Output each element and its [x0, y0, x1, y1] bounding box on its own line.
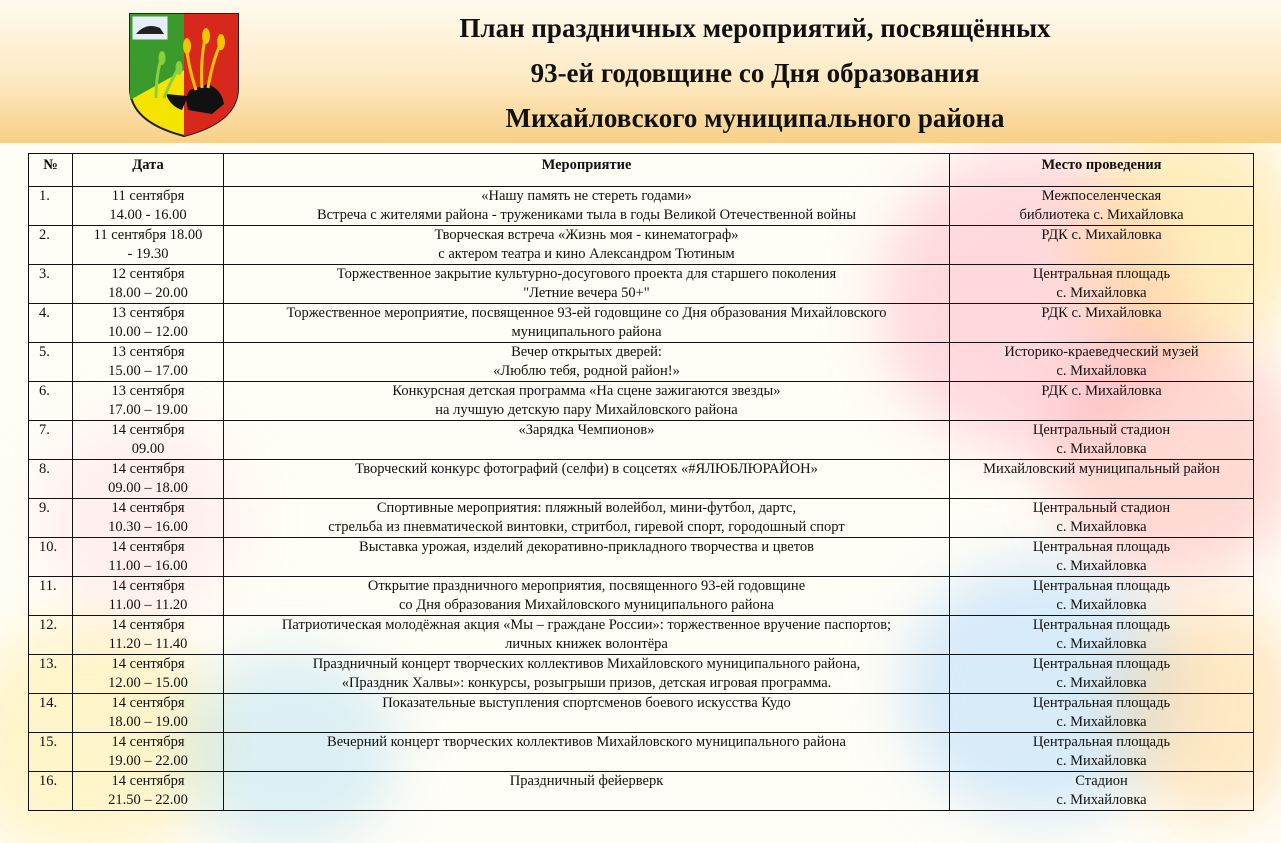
cell-date-line: 11.00 – 16.00 [108, 558, 188, 574]
cell-num: 8. [29, 460, 73, 499]
cell-place [950, 187, 1254, 226]
cell-place-line: Центральная площадь [1032, 617, 1171, 633]
cell-num: 1. [29, 187, 73, 226]
cell-num: 3. [29, 265, 73, 304]
cell-place-line: Стадион [1075, 773, 1128, 789]
cell-event [224, 655, 950, 694]
cell-date-line: 18.00 – 20.00 [108, 285, 188, 301]
cell-num: 2. [29, 226, 73, 265]
cell-place-line: Историко-краеведческий музей [1004, 344, 1199, 360]
cell-date [73, 304, 224, 343]
cell-num: 15. [29, 733, 73, 772]
table-row [29, 733, 1254, 772]
cell-event [224, 577, 950, 616]
cell-place-line: РДК с. Михайловка [1041, 383, 1162, 399]
cell-date [73, 616, 224, 655]
cell-num: 4. [29, 304, 73, 343]
cell-event-line: стрельба из пневматической винтовки, стритбол, гиревой спорт, городошный спорт [328, 519, 845, 535]
cell-date [73, 226, 224, 265]
cell-place-line: с. Михайловка [1056, 597, 1147, 613]
cell-place-line: с. Михайловка [1056, 285, 1147, 301]
cell-event-line: «Праздник Халвы»: конкурсы, розыгрыши призов, детская игровая программа. [341, 675, 832, 691]
cell-place-line: с. Михайловка [1056, 519, 1147, 535]
table-row [29, 577, 1254, 616]
cell-event-line: Праздничный концерт творческих коллективов Михайловского муниципального района, [312, 656, 861, 672]
cell-event-line: Творческий конкурс фотографий (селфи) в соцсетях «#ЯЛЮБЛЮРАЙОН» [355, 461, 818, 477]
cell-date [73, 265, 224, 304]
cell-place-line: Центральная площадь [1032, 695, 1171, 711]
table-row [29, 655, 1254, 694]
cell-event [224, 265, 950, 304]
table-row [29, 226, 1254, 265]
cell-event-line: Встреча с жителями района - тружениками тыла в годы Великой Отечественной войны [317, 207, 856, 223]
cell-date [73, 577, 224, 616]
cell-event [224, 187, 950, 226]
cell-place-line: Центральный стадион [1032, 422, 1171, 438]
cell-event-line: Творческая встреча «Жизнь моя - кинематограф» [434, 227, 739, 243]
title-line-1: План праздничных мероприятий, посвящённых [459, 13, 1051, 43]
cell-place-line: Центральная площадь [1032, 656, 1171, 672]
cell-place-line: РДК с. Михайловка [1041, 305, 1162, 321]
table-row [29, 460, 1254, 499]
cell-date [73, 499, 224, 538]
cell-date-line: 11.20 – 11.40 [108, 636, 188, 652]
cell-date-line: 14 сентября [111, 695, 185, 711]
cell-num: 16. [29, 772, 73, 811]
cell-event-line: личных книжек волонтёра [505, 636, 668, 652]
cell-place-line: РДК с. Михайловка [1041, 227, 1162, 243]
table-row [29, 187, 1254, 226]
cell-event-line: Вечерний концерт творческих коллективов Михайловского муниципального района [327, 734, 846, 750]
cell-date-line: 19.00 – 22.00 [108, 753, 188, 769]
header-place: Место проведения [950, 154, 1254, 187]
cell-date-line: 14.00 - 16.00 [109, 207, 187, 223]
cell-date [73, 460, 224, 499]
cell-place-line: с. Михайловка [1056, 441, 1147, 457]
cell-date [73, 694, 224, 733]
cell-event [224, 772, 950, 811]
cell-place [950, 616, 1254, 655]
cell-date-line: 12.00 – 15.00 [108, 675, 188, 691]
header-num: № [29, 154, 73, 187]
cell-place-line: Михайловский муниципальный район [983, 461, 1220, 477]
cell-num: 12. [29, 616, 73, 655]
cell-place-line: Межпоселенческая [1041, 188, 1162, 204]
header-event: Мероприятие [224, 154, 950, 187]
cell-event-line: на лучшую детскую пару Михайловского района [435, 402, 738, 418]
cell-event [224, 304, 950, 343]
cell-event [224, 733, 950, 772]
table-row [29, 304, 1254, 343]
title-line-3: Михайловского муниципального района [505, 103, 1005, 133]
cell-num: 10. [29, 538, 73, 577]
cell-event-line: Праздничный фейерверк [509, 773, 664, 789]
cell-event [224, 499, 950, 538]
cell-date-line: 18.00 – 19.00 [108, 714, 188, 730]
header-date: Дата [73, 154, 224, 187]
table-header-row [29, 154, 1254, 187]
cell-place [950, 343, 1254, 382]
cell-date [73, 343, 224, 382]
cell-date-line: 15.00 – 17.00 [108, 363, 188, 379]
cell-place-line: с. Михайловка [1056, 675, 1147, 691]
cell-date-line: 14 сентября [111, 461, 185, 477]
cell-event [224, 343, 950, 382]
cell-place [950, 460, 1254, 499]
cell-num: 9. [29, 499, 73, 538]
cell-event [224, 694, 950, 733]
cell-event-line: муниципального района [511, 324, 662, 340]
cell-event-line: "Летние вечера 50+" [523, 285, 650, 301]
cell-event [224, 421, 950, 460]
district-coat-of-arms-icon [126, 10, 242, 140]
cell-event-line: «Зарядка Чемпионов» [518, 422, 655, 438]
cell-num: 7. [29, 421, 73, 460]
cell-date-line: 14 сентября [111, 578, 185, 594]
cell-event-line: Выставка урожая, изделий декоративно-прикладного творчества и цветов [359, 539, 814, 555]
cell-place-line: с. Михайловка [1056, 558, 1147, 574]
cell-event [224, 382, 950, 421]
cell-date-line: 11 сентября 18.00 [93, 227, 203, 243]
cell-date-line: - 19.30 [127, 246, 169, 262]
cell-num: 11. [29, 577, 73, 616]
cell-place [950, 655, 1254, 694]
cell-date-line: 11 сентября [111, 188, 185, 204]
title-line-2: 93-ей годовщине со Дня образования [530, 58, 980, 88]
table-row [29, 421, 1254, 460]
cell-event-line: «Нашу память не стереть годами» [481, 188, 692, 204]
cell-event-line: Конкурсная детская программа «На сцене зажигаются звезды» [392, 383, 781, 399]
cell-place-line: с. Михайловка [1056, 363, 1147, 379]
table-row [29, 772, 1254, 811]
cell-place [950, 733, 1254, 772]
cell-date-line: 14 сентября [111, 734, 185, 750]
table-row [29, 343, 1254, 382]
cell-date-line: 14 сентября [111, 422, 185, 438]
cell-date [73, 538, 224, 577]
cell-date-line: 09.00 – 18.00 [108, 480, 188, 496]
cell-date-line: 17.00 – 19.00 [108, 402, 188, 418]
cell-place [950, 772, 1254, 811]
cell-place [950, 421, 1254, 460]
cell-event-line: Вечер открытых дверей: [511, 344, 662, 360]
cell-date [73, 733, 224, 772]
cell-place [950, 304, 1254, 343]
cell-num: 5. [29, 343, 73, 382]
cell-place [950, 265, 1254, 304]
cell-place-line: Центральный стадион [1032, 500, 1171, 516]
cell-num: 13. [29, 655, 73, 694]
cell-event-line: Показательные выступления спортсменов боевого искусства Кудо [382, 695, 791, 711]
table-row [29, 694, 1254, 733]
cell-event-line: Открытие праздничного мероприятия, посвященного 93-ей годовщине [367, 578, 806, 594]
cell-event-line: Торжественное закрытие культурно-досугового проекта для старшего поколения [336, 266, 837, 282]
cell-event-line: со Дня образования Михайловского муниципального района [399, 597, 774, 613]
cell-place-line: библиотека с. Михайловка [1019, 207, 1184, 223]
cell-event-line: Патриотическая молодёжная акция «Мы – граждане России»: торжественное вручение паспортов; [281, 617, 892, 633]
page-title [310, 6, 1200, 141]
cell-place-line: Центральная площадь [1032, 266, 1171, 282]
cell-date-line: 10.30 – 16.00 [108, 519, 188, 535]
cell-place-line: с. Михайловка [1056, 714, 1147, 730]
cell-place-line: с. Михайловка [1056, 753, 1147, 769]
cell-date-line: 11.00 – 11.20 [108, 597, 188, 613]
cell-date-line: 13 сентября [111, 305, 185, 321]
events-table [28, 153, 1254, 811]
cell-place [950, 577, 1254, 616]
cell-place [950, 538, 1254, 577]
table-row [29, 265, 1254, 304]
cell-date-line: 13 сентября [111, 383, 185, 399]
cell-date-line: 14 сентября [111, 500, 185, 516]
cell-date-line: 13 сентября [111, 344, 185, 360]
cell-place-line: с. Михайловка [1056, 792, 1147, 808]
cell-place [950, 694, 1254, 733]
cell-date-line: 14 сентября [111, 773, 185, 789]
cell-event [224, 616, 950, 655]
cell-event-line: с актером театра и кино Александром Тютиным [438, 246, 735, 262]
table-row [29, 538, 1254, 577]
cell-event [224, 226, 950, 265]
cell-date-line: 09.00 [131, 441, 165, 457]
cell-num: 14. [29, 694, 73, 733]
cell-date-line: 14 сентября [111, 539, 185, 555]
cell-date-line: 12 сентября [111, 266, 185, 282]
cell-place-line: Центральная площадь [1032, 539, 1171, 555]
cell-place-line: Центральная площадь [1032, 578, 1171, 594]
cell-date [73, 187, 224, 226]
cell-place-line: Центральная площадь [1032, 734, 1171, 750]
cell-event-line: «Люблю тебя, родной район!» [493, 363, 680, 379]
cell-num: 6. [29, 382, 73, 421]
cell-event-line: Спортивные мероприятия: пляжный волейбол, мини-футбол, дартс, [376, 500, 797, 516]
cell-date [73, 772, 224, 811]
cell-place-line: с. Михайловка [1056, 636, 1147, 652]
cell-place [950, 226, 1254, 265]
cell-place [950, 499, 1254, 538]
cell-date-line: 14 сентября [111, 617, 185, 633]
cell-date [73, 655, 224, 694]
cell-event [224, 460, 950, 499]
cell-date [73, 382, 224, 421]
cell-place [950, 382, 1254, 421]
cell-date [73, 421, 224, 460]
cell-event [224, 538, 950, 577]
table-row [29, 499, 1254, 538]
cell-event-line: Торжественное мероприятие, посвященное 93-ей годовщине со Дня образования Михайловского [286, 305, 887, 321]
cell-date-line: 10.00 – 12.00 [108, 324, 188, 340]
cell-date-line: 14 сентября [111, 656, 185, 672]
table-row [29, 616, 1254, 655]
table-row [29, 382, 1254, 421]
header-banner [0, 0, 1281, 143]
cell-date-line: 21.50 – 22.00 [108, 792, 188, 808]
